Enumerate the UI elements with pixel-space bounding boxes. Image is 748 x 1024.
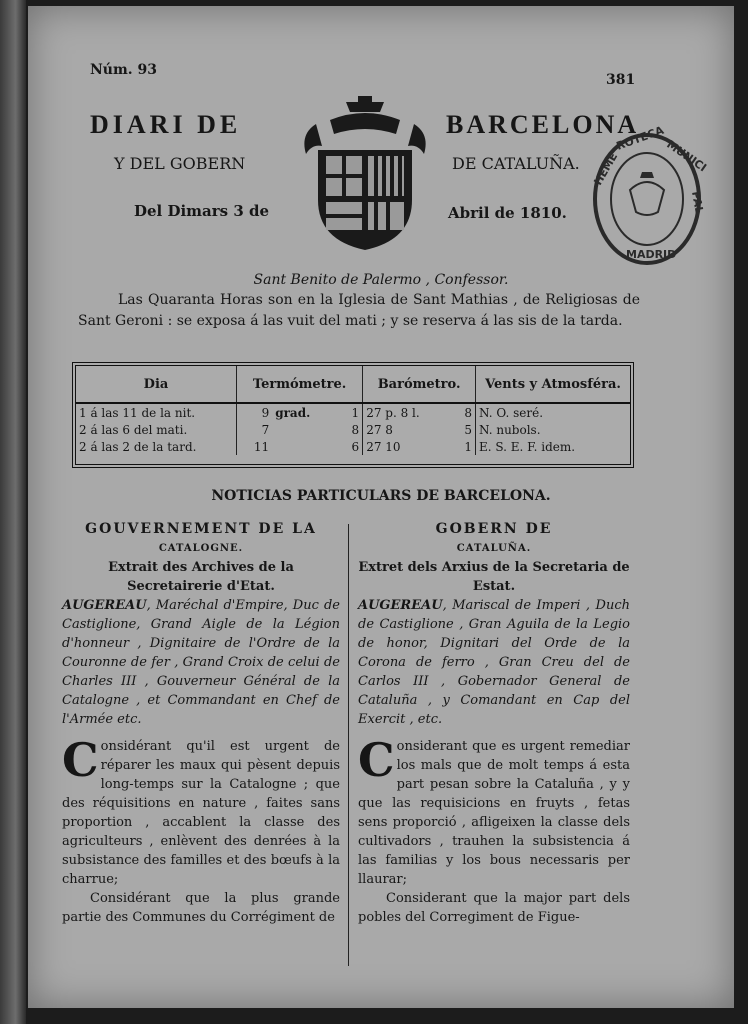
column-subheading: CATALOGNE. (158, 543, 244, 554)
catalan-column (358, 520, 630, 927)
drop-cap: C (358, 733, 395, 787)
weather-cell: 1 (454, 438, 476, 455)
paragraph-text: Considérant que la plus grande partie des Communes du Corrégiment de (62, 891, 340, 925)
weather-header-barometer: Barómetro. (363, 366, 476, 403)
author-name: AUGEREAU (62, 598, 147, 613)
saint-of-the-day: Sant Benito de Palermo , Confessor. (253, 272, 509, 288)
svg-text:ROTECA: ROTECA (614, 123, 666, 153)
weather-row (76, 438, 630, 455)
weather-header-winds: Vents y Atmosféra. (475, 366, 630, 403)
date-left: Del Dimars 3 de (134, 202, 270, 220)
author-titles: , Mariscal de Imperi , Duch de Castiglione , Gran Aguila de la Legio de honor, Dignitari del Orde de la Corona de ferro , Gran Creu del de Carlos III , Gobernador General de Cataluña , y Comandant en Cap del Exercit , etc. (358, 598, 630, 727)
weather-cell: 1 (340, 403, 363, 421)
page-number: 381 (606, 72, 636, 88)
weather-header-thermometer: Termómetre. (237, 366, 363, 403)
weather-row (76, 403, 630, 421)
column-divider (348, 524, 349, 966)
masthead-subtitle-right: DE CATALUÑA. (452, 154, 580, 173)
weather-row (76, 421, 630, 438)
weather-cell: E. S. E. F. idem. (478, 439, 576, 454)
weather-cell: 27 8 (366, 422, 393, 437)
drop-cap: C (62, 733, 99, 787)
column-extract-line: Extrait des Archives de la Secretairerie d'Etat. (108, 560, 294, 594)
weather-cell: 1 á las 11 de la nit. (76, 403, 237, 421)
weather-cell: 9 (261, 405, 270, 420)
weather-cell: 27 10 (366, 439, 401, 454)
weather-cell: N. O. seré. (478, 405, 544, 420)
weather-cell: 7 (261, 422, 270, 437)
column-extract-line: Extret dels Arxius de la Secretaria de Estat. (358, 560, 630, 594)
library-stamp (590, 123, 709, 268)
paragraph-text: onsiderant que es urgent remediar los mals que de molt temps á esta part pesan sobre la Cataluña , y y que las requisicions en fruyts , fetas sens proporció , afligeixen la classe dels cultivadors , trauhen la subsistencia á las familias y los bous necessaris per llaurar; (358, 739, 630, 887)
svg-text:MADRID: MADRID (626, 248, 677, 261)
forty-hours-notice: Las Quaranta Horas son en la Iglesia de Sant Mathias , de Religiosas de Sant Geroni : se exposa á las vuit del mati ; y se reserva á las sis de la tarda. (78, 292, 640, 329)
weather-header-day: Dia (76, 366, 237, 403)
weather-cell (272, 421, 339, 438)
adjacent-page-edge (0, 0, 26, 1024)
weather-cell: 11 (253, 439, 270, 454)
french-column (62, 520, 340, 927)
weather-cell: 27 p. 8 l. (366, 405, 420, 420)
coat-of-arms-icon (296, 94, 434, 254)
masthead-subtitle-left: Y DEL GOBERN (114, 154, 246, 173)
issue-number: Núm. 93 (90, 62, 158, 78)
weather-cell: 2 á las 2 de la tard. (76, 438, 237, 455)
paragraph-text: Considerant que la major part dels pobles del Corregiment de Figue- (358, 891, 630, 925)
weather-cell: grad. (275, 405, 311, 420)
svg-text:HEME: HEME (591, 150, 621, 188)
column-heading: GOBERN DE (435, 521, 553, 537)
column-heading: GOUVERNEMENT DE LA (85, 521, 317, 537)
author-titles: , Maréchal d'Empire, Duc de Castiglione, Grand Aigle de la Légion d'honneur , Dignitaire de l'Ordre de la Couronne de fer , Grand Croix de celui de Charles III , Gouverneur Général de la Catalogne , et Commandant en Chef de l'Armée etc. (62, 598, 340, 727)
weather-table (72, 362, 634, 468)
weather-cell: 8 (454, 403, 476, 421)
masthead-title-left: DIARI DE (90, 110, 242, 139)
date-right: Abril de 1810. (448, 204, 567, 222)
section-title: NOTICIAS PARTICULARS DE BARCELONA. (211, 488, 551, 504)
weather-cell (272, 438, 339, 455)
column-subheading: CATALUÑA. (456, 543, 532, 554)
weather-cell: 2 á las 6 del mati. (76, 421, 237, 438)
author-name: AUGEREAU (358, 598, 443, 613)
weather-cell: 5 (454, 421, 476, 438)
svg-text:MUNICI: MUNICI (664, 137, 709, 175)
weather-cell: N. nubols. (478, 422, 541, 437)
weather-cell: 8 (340, 421, 363, 438)
svg-text:PAL: PAL (689, 190, 706, 215)
masthead-title-right: BARCELONA (446, 110, 640, 139)
paragraph-text: onsidérant qu'il est urgent de réparer les maux qui pèsent depuis long-temps sur la Catalogne ; que des réquisitions en nature , faites sans proportion , accablent la classe des agriculteurs , enlèvent des denrées à la subsistance des familles et des bœufs à la charrue; (62, 739, 340, 887)
weather-cell: 6 (340, 438, 363, 455)
newspaper-page (28, 6, 734, 1008)
